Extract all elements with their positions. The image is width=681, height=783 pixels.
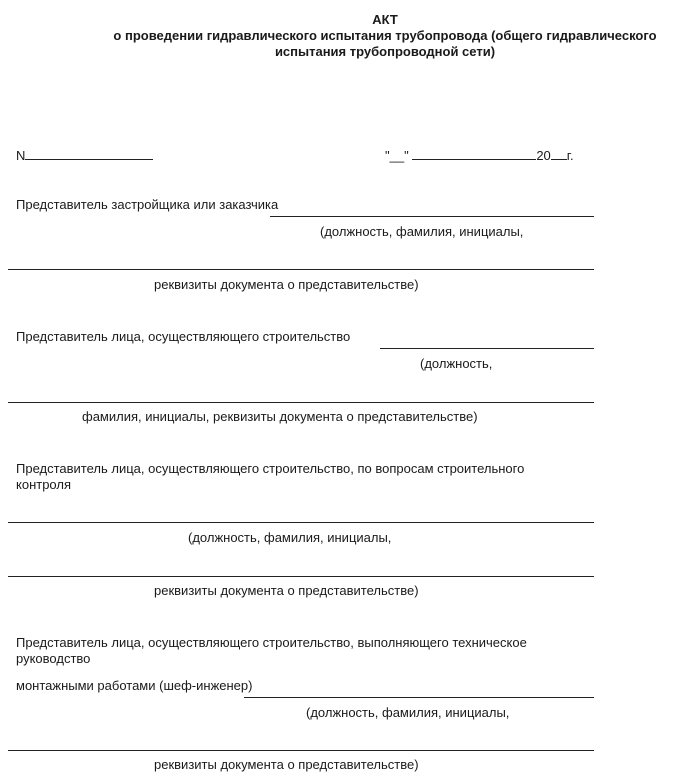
act-number-field[interactable] bbox=[16, 146, 153, 164]
builder-rep-label: Представитель лица, осуществляющего строительство bbox=[16, 329, 351, 344]
builder-rep-doc-line[interactable] bbox=[8, 402, 594, 403]
builder-rep-hint1: (должность, bbox=[420, 356, 493, 371]
date-year-blank[interactable] bbox=[551, 146, 567, 160]
supervision-rep-hint2: реквизиты документа о представительстве) bbox=[154, 757, 419, 772]
date-year-suffix: г. bbox=[566, 148, 574, 163]
builder-rep-hint2: фамилия, инициалы, реквизиты документа о представительстве) bbox=[82, 409, 478, 424]
customer-rep-doc-line[interactable] bbox=[8, 269, 594, 270]
supervision-rep-label-line2: руководство bbox=[16, 651, 91, 666]
customer-rep-label: Представитель застройщика или заказчика bbox=[16, 197, 279, 212]
number-blank[interactable] bbox=[25, 146, 153, 160]
date-month-blank[interactable] bbox=[412, 146, 536, 160]
date-day-quote: "__" bbox=[385, 148, 409, 163]
control-rep-label-line2: контроля bbox=[16, 477, 71, 492]
control-rep-input-line[interactable] bbox=[8, 522, 594, 523]
supervision-rep-label-line3: монтажными работами (шеф-инженер) bbox=[16, 678, 253, 693]
control-rep-label-line1: Представитель лица, осуществляющего строительство, по вопросам строительного bbox=[16, 461, 525, 476]
supervision-rep-label-line1: Представитель лица, осуществляющего строительство, выполняющего техническое bbox=[16, 635, 527, 650]
control-rep-hint2: реквизиты документа о представительстве) bbox=[154, 583, 419, 598]
act-date-field[interactable] bbox=[385, 146, 574, 164]
act-subtitle-line1: о проведении гидравлического испытания трубопровода (общего гидравлического bbox=[113, 28, 657, 43]
customer-rep-hint1: (должность, фамилия, инициалы, bbox=[320, 224, 524, 239]
number-prefix: N bbox=[16, 148, 26, 163]
control-rep-doc-line[interactable] bbox=[8, 576, 594, 577]
act-subtitle-line2: испытания трубопроводной сети) bbox=[274, 44, 496, 59]
supervision-rep-hint1: (должность, фамилия, инициалы, bbox=[306, 705, 510, 720]
date-year-prefix: 20 bbox=[536, 148, 551, 163]
act-title: АКТ bbox=[372, 12, 398, 27]
supervision-rep-input-line[interactable] bbox=[244, 697, 594, 698]
builder-rep-input-line[interactable] bbox=[380, 348, 594, 349]
customer-rep-input-line[interactable] bbox=[270, 216, 594, 217]
supervision-rep-doc-line[interactable] bbox=[8, 750, 594, 751]
control-rep-hint1: (должность, фамилия, инициалы, bbox=[188, 530, 392, 545]
customer-rep-hint2: реквизиты документа о представительстве) bbox=[154, 277, 419, 292]
